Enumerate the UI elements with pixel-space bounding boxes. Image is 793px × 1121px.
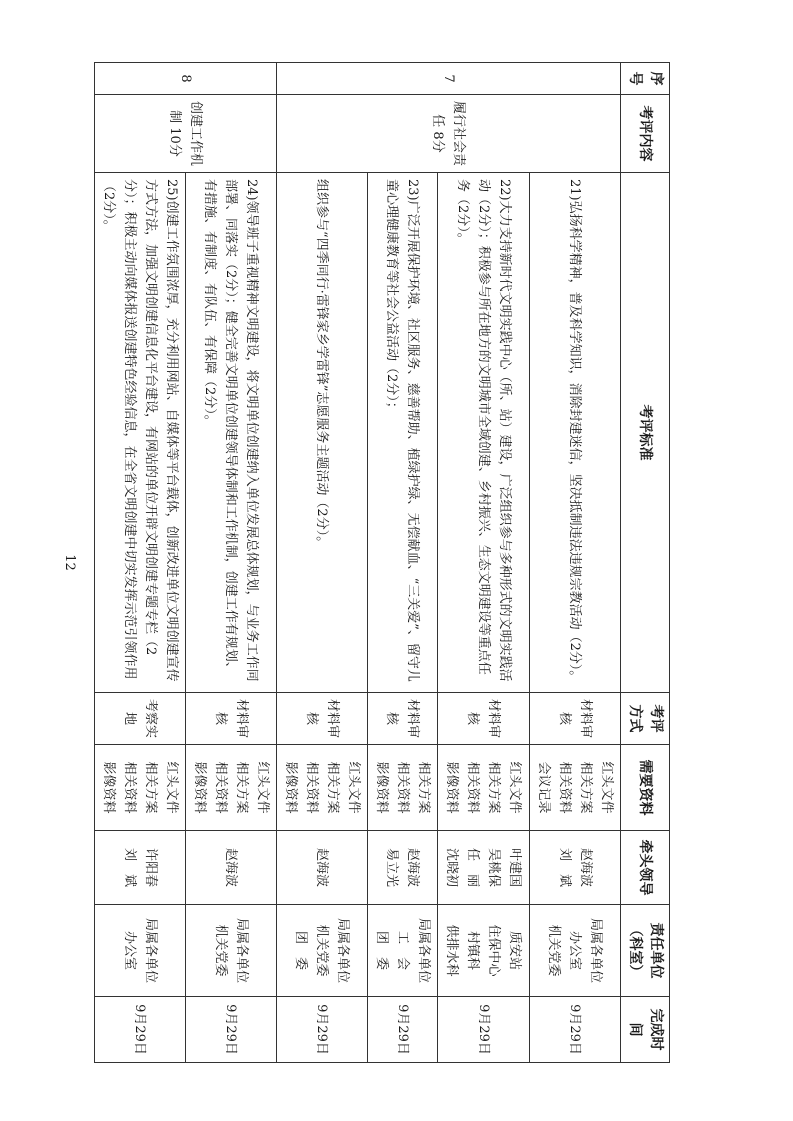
cell-line: 红头文件 <box>507 761 523 814</box>
cell-line: 刘 斌 <box>122 847 137 887</box>
cell-line: 沈晓初 <box>444 847 460 887</box>
cell-line: 叶建国 <box>507 847 523 887</box>
standard-cell: 23)广泛开展保护环境、社区服务、慈善帮助、植绿护绿、无偿献血、“三关爱”、留守儿童心理健康教育等社会公益活动（2分）； <box>368 173 438 693</box>
cell-line: 机关党委 <box>213 924 228 977</box>
time-cell: 9月29日 <box>277 997 368 1063</box>
table-row <box>530 63 621 1063</box>
cell-line: 村镇科 <box>465 930 481 970</box>
method-cell: 材料审核 <box>530 693 621 745</box>
content-cell: 履行社会责任 8分 <box>277 95 621 173</box>
cell-line: 影像资料 <box>444 761 460 814</box>
evaluation-table <box>94 62 670 1063</box>
cell-line: 吴桃保 <box>486 847 502 887</box>
cell-line: 相关资料 <box>465 761 481 814</box>
time-cell: 9月29日 <box>95 997 186 1063</box>
unit-cell <box>277 905 368 997</box>
cell-line: 工 会 <box>395 930 410 970</box>
unit-cell <box>95 905 186 997</box>
cell-line: 相关资料 <box>557 761 572 814</box>
cell-line: 相关方案 <box>416 761 431 814</box>
cell-line: 局属各单位 <box>143 917 158 983</box>
cell-line: 红头文件 <box>255 761 270 814</box>
time-cell: 9月29日 <box>368 997 438 1063</box>
cell-line: 相关方案 <box>486 761 502 814</box>
cell-line: 刘 斌 <box>557 847 572 887</box>
cell-line: 团 委 <box>374 930 389 970</box>
standard-cell: 24)领导班子重视精神文明建设，将文明单位创建纳入单位发展总体规划，与业务工作同部署、同落实（2分）；健全完善文明单位创建领导体制和工作机制，创建工作有规划、有措施、有制度、有队伍、有保障（2分）。 <box>186 173 277 693</box>
header-leader: 牵头领导 <box>621 831 670 905</box>
leader-cell <box>438 831 530 905</box>
time-cell: 9月29日 <box>530 997 621 1063</box>
page-number: 12 <box>61 554 77 571</box>
cell-line: 赵海波 <box>578 847 593 887</box>
header-method: 考评方式 <box>621 693 670 745</box>
seq-cell: 8 <box>95 63 277 95</box>
cell-line: 局属各单位 <box>335 917 351 983</box>
table-row <box>277 63 368 1063</box>
leader-cell <box>277 831 368 905</box>
cell-line: 会议记录 <box>536 761 551 814</box>
cell-line: 质安站 <box>507 930 523 970</box>
leader-cell <box>186 831 277 905</box>
materials-cell <box>95 745 186 831</box>
cell-line: 红头文件 <box>164 761 179 814</box>
cell-line: 红头文件 <box>599 761 614 814</box>
cell-line: 相关资料 <box>213 761 228 814</box>
cell-line: 机关党委 <box>546 924 562 977</box>
cell-line: 局属各单位 <box>588 917 604 983</box>
materials-cell <box>530 745 621 831</box>
rotated-table-wrapper <box>101 62 670 1062</box>
time-cell: 9月29日 <box>186 997 277 1063</box>
standard-cell: 22)大力支持新时代文明实践中心（所、站）建设，广泛组织参与多种形式的文明实践活动（2分）；积极参与所在地方的文明城市全域创建、乡村振兴、生态文明建设等重点任务（2分）。 <box>438 173 530 693</box>
leader-cell <box>530 831 621 905</box>
method-cell: 材料审核 <box>186 693 277 745</box>
standard-cell: 组织参与“四季同行·雷锋家乡学雷锋”志愿服务主题活动（2分）。 <box>277 173 368 693</box>
materials-cell <box>368 745 438 831</box>
cell-line: 影像资料 <box>101 761 116 814</box>
time-cell: 9月29日 <box>438 997 530 1063</box>
standard-cell: 21)弘扬科学精神，普及科学知识，消除封建迷信，坚决抵制违法违规宗教活动（2分）。 <box>530 173 621 693</box>
cell-line: 许阳春 <box>143 847 158 887</box>
cell-line: 相关资料 <box>122 761 137 814</box>
cell-line: 机关党委 <box>314 924 330 977</box>
materials-cell <box>186 745 277 831</box>
method-cell: 考察实地 <box>95 693 186 745</box>
header-seq: 序号 <box>621 63 670 95</box>
cell-line: 相关方案 <box>234 761 249 814</box>
method-cell: 材料审核 <box>438 693 530 745</box>
cell-line: 赵海波 <box>405 847 421 887</box>
materials-cell <box>277 745 368 831</box>
header-materials: 需要资料 <box>621 745 670 831</box>
leader-cell <box>368 831 438 905</box>
cell-line: 办公室 <box>122 930 137 970</box>
header-row <box>621 63 670 1063</box>
table-row <box>186 63 277 1063</box>
header-content: 考评内容 <box>621 95 670 173</box>
cell-line: 相关方案 <box>143 761 158 814</box>
cell-line: 团 委 <box>293 930 309 970</box>
cell-line: 局属各单位 <box>416 917 431 983</box>
cell-line: 相关方案 <box>578 761 593 814</box>
cell-line: 赵海波 <box>314 847 330 887</box>
method-cell: 材料审核 <box>368 693 438 745</box>
cell-line: 易立光 <box>384 847 400 887</box>
unit-cell <box>186 905 277 997</box>
unit-cell <box>530 905 621 997</box>
cell-line: 相关资料 <box>304 761 319 814</box>
cell-line: 住保中心 <box>486 924 502 977</box>
table-row <box>95 63 186 1063</box>
seq-cell: 7 <box>277 63 621 95</box>
cell-line: 任 丽 <box>465 847 481 887</box>
cell-line: 相关资料 <box>395 761 410 814</box>
cell-line: 局属各单位 <box>234 917 249 983</box>
cell-line: 办公室 <box>567 930 583 970</box>
cell-line: 影像资料 <box>283 761 298 814</box>
unit-cell <box>368 905 438 997</box>
header-standard: 考评标准 <box>621 173 670 693</box>
materials-cell <box>438 745 530 831</box>
header-time: 完成时间 <box>621 997 670 1063</box>
leader-cell <box>95 831 186 905</box>
standard-cell: 25)创建工作氛围浓厚，充分利用网站、自媒体等平台载体，创新改进单位文明创建宣传方式方法，加强文明创建信息化平台建设，有网站的单位开辟文明创建专题专栏（2分）；积极主动向媒体报送创建特色经验信息，在全省文明创建中切实发挥示范引领作用（2分）。 <box>95 173 186 693</box>
cell-line: 供排水科 <box>444 924 460 977</box>
table-row <box>438 63 530 1063</box>
unit-cell <box>438 905 530 997</box>
cell-line: 影像资料 <box>192 761 207 814</box>
table-row <box>368 63 438 1063</box>
cell-line: 红头文件 <box>346 761 361 814</box>
method-cell: 材料审核 <box>277 693 368 745</box>
cell-line: 赵海波 <box>223 847 239 887</box>
content-cell: 创建工作机制 10分 <box>95 95 277 173</box>
header-unit: 责任单位（科室） <box>621 905 670 997</box>
cell-line: 影像资料 <box>374 761 389 814</box>
cell-line: 相关方案 <box>325 761 340 814</box>
